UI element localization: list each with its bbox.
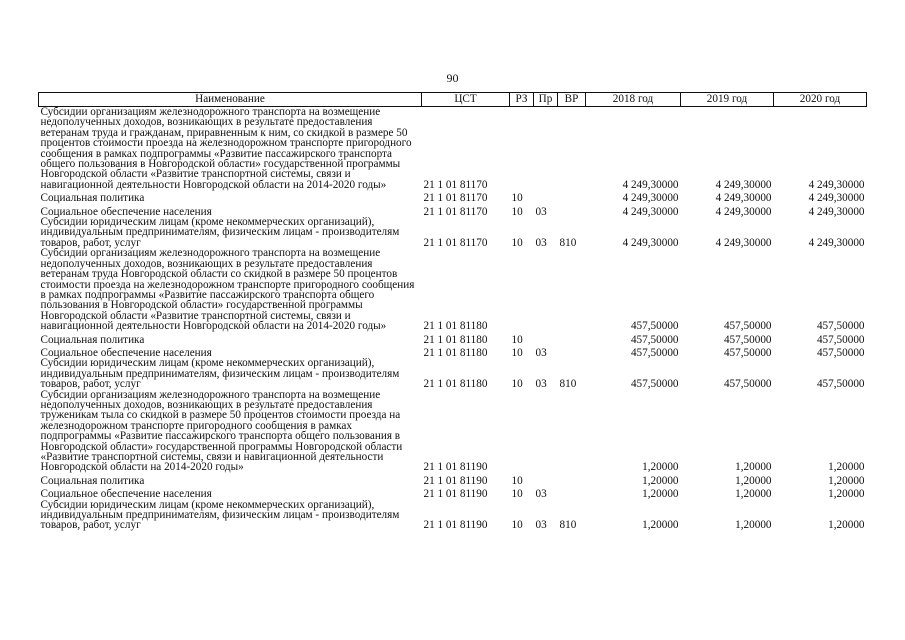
cell-name: Субсидии организациям железнодорожного транспорта на возмещение недополученных доходов, возникающих в результате предоставления ветеранам труда Новгородской области со скидкой в размере 50 процентов стоимости проезда на железнодорожном транспорте пригородного сообщения в рамках подпрограммы «Развитие пассажирского транспорта общего пользования в Новгородской области» государственной программы Новгородской области «Развитие транспортной системы, связи и навигационной деятельности Новгородской области на 2014-2020 годы» xyxy=(40,247,415,333)
cell-2018: 4 249,30000 xyxy=(622,236,679,249)
cell-pr: 03 xyxy=(535,205,547,218)
header-row xyxy=(39,93,867,107)
table-row xyxy=(39,204,867,217)
table-row xyxy=(39,332,867,345)
cell-name: Социальная политика xyxy=(40,333,145,346)
cell-2020: 1,20000 xyxy=(828,461,865,474)
cell-vr xyxy=(558,332,586,345)
header-2018: 2018 год xyxy=(586,93,681,107)
cell-pr: 03 xyxy=(535,346,547,359)
cell-cst: 21 1 01 81180 xyxy=(423,378,488,391)
cell-rz xyxy=(510,107,534,191)
cell-pr xyxy=(534,473,558,486)
cell-vr xyxy=(558,473,586,486)
cell-name: Субсидии юридическим лицам (кроме некоммерческих организаций), индивидуальным предпринимателям, физическим лицам - производителям товаров, работ, услуг xyxy=(40,498,400,532)
cell-cst: 21 1 01 81180 xyxy=(423,333,488,346)
cell-rz: 10 xyxy=(511,205,523,218)
cell-vr: 810 xyxy=(559,236,577,249)
cell-2019: 4 249,30000 xyxy=(715,236,772,249)
cell-2020: 457,50000 xyxy=(816,333,865,346)
cell-pr: 03 xyxy=(535,488,547,501)
table-row xyxy=(39,345,867,358)
header-pr: Пр xyxy=(534,93,558,107)
cell-name: Социальное обеспечение населения xyxy=(40,346,212,359)
header-2020: 2020 год xyxy=(774,93,867,107)
cell-vr xyxy=(558,345,586,358)
cell-name: Социальная политика xyxy=(40,192,145,205)
cell-name: Социальное обеспечение населения xyxy=(40,205,212,218)
cell-2018: 4 249,30000 xyxy=(622,205,679,218)
cell-rz: 10 xyxy=(511,378,523,391)
table-row xyxy=(39,190,867,203)
cell-2018: 1,20000 xyxy=(642,461,679,474)
cell-rz: 10 xyxy=(511,192,523,205)
cell-rz: 10 xyxy=(511,346,523,359)
cell-2019: 457,50000 xyxy=(723,333,772,346)
cell-cst: 21 1 01 81180 xyxy=(423,346,488,359)
cell-2020: 457,50000 xyxy=(816,346,865,359)
cell-pr xyxy=(534,107,558,191)
table-row xyxy=(39,390,867,473)
cell-cst: 21 1 01 81170 xyxy=(423,205,488,218)
cell-cst: 21 1 01 81190 xyxy=(423,519,488,532)
cell-rz: 10 xyxy=(511,488,523,501)
cell-2019: 1,20000 xyxy=(735,519,772,532)
cell-2019: 1,20000 xyxy=(735,474,772,487)
cell-pr xyxy=(534,190,558,203)
cell-vr xyxy=(558,107,586,191)
header-vr: ВР xyxy=(558,93,586,107)
cell-pr: 03 xyxy=(535,519,547,532)
cell-rz: 10 xyxy=(511,333,523,346)
cell-2020: 4 249,30000 xyxy=(808,236,865,249)
cell-pr xyxy=(534,332,558,345)
cell-vr xyxy=(558,248,586,331)
table-row xyxy=(39,107,867,191)
cell-2020: 457,50000 xyxy=(816,320,865,333)
cell-2019: 1,20000 xyxy=(735,461,772,474)
header-rz: РЗ xyxy=(510,93,534,107)
cell-cst: 21 1 01 81190 xyxy=(423,474,488,487)
cell-2019: 1,20000 xyxy=(735,488,772,501)
cell-2019: 4 249,30000 xyxy=(715,192,772,205)
cell-name: Субсидии юридическим лицам (кроме некоммерческих организаций), индивидуальным предпринимателям, физическим лицам - производителям товаров, работ, услуг xyxy=(40,357,400,391)
cell-2020: 1,20000 xyxy=(828,519,865,532)
cell-vr: 810 xyxy=(559,378,577,391)
cell-2020: 1,20000 xyxy=(828,488,865,501)
cell-cst: 21 1 01 81170 xyxy=(423,178,488,191)
table-row xyxy=(39,486,867,499)
cell-2020: 4 249,30000 xyxy=(808,192,865,205)
cell-vr xyxy=(558,204,586,217)
table-body xyxy=(39,107,867,531)
header-cst: ЦСТ xyxy=(422,93,510,107)
cell-vr: 810 xyxy=(559,519,577,532)
cell-2020: 1,20000 xyxy=(828,474,865,487)
cell-rz xyxy=(510,390,534,473)
cell-rz: 10 xyxy=(511,474,523,487)
cell-2018: 4 249,30000 xyxy=(622,178,679,191)
cell-rz: 10 xyxy=(511,236,523,249)
cell-pr xyxy=(534,390,558,473)
cell-2018: 1,20000 xyxy=(642,519,679,532)
cell-pr xyxy=(534,248,558,331)
cell-2019: 457,50000 xyxy=(723,346,772,359)
cell-cst: 21 1 01 81170 xyxy=(423,192,488,205)
cell-2018: 4 249,30000 xyxy=(622,192,679,205)
table-header xyxy=(39,93,867,107)
cell-rz xyxy=(510,248,534,331)
cell-2018: 457,50000 xyxy=(630,333,679,346)
cell-cst: 21 1 01 81190 xyxy=(423,488,488,501)
cell-2019: 4 249,30000 xyxy=(715,205,772,218)
cell-name: Субсидии юридическим лицам (кроме некоммерческих организаций), индивидуальным предпринимателям, физическим лицам - производителям товаров, работ, услуг xyxy=(40,216,400,249)
cell-2020: 457,50000 xyxy=(816,378,865,391)
cell-name: Социальная политика xyxy=(40,474,145,487)
cell-vr xyxy=(558,190,586,203)
cell-2019: 457,50000 xyxy=(723,378,772,391)
cell-2018: 1,20000 xyxy=(642,474,679,487)
cell-name: Субсидии организациям железнодорожного транспорта на возмещение недополученных доходов, возникающих в результате предоставления труженикам тыла со скидкой в размере 50 процентов стоимости проезда на железнодорожном транспорте пригородного сообщения в рамках подпрограммы «Развитие пассажирского транспорта общего пользования в Новгородской области» государственной программы Новгородской области «Развитие транспортной системы, связи и навигационной деятельности Новгородской области на 2014-2020 годы» xyxy=(40,388,403,474)
cell-vr xyxy=(558,486,586,499)
cell-2018: 457,50000 xyxy=(630,378,679,391)
table-row xyxy=(39,500,867,531)
cell-2019: 457,50000 xyxy=(723,320,772,333)
table-row xyxy=(39,217,867,248)
cell-cst: 21 1 01 81190 xyxy=(423,461,488,474)
cell-cst: 21 1 01 81180 xyxy=(423,320,488,333)
cell-pr: 03 xyxy=(535,236,547,249)
cell-name: Субсидии организациям железнодорожного транспорта на возмещение недополученных доходов, возникающих в результате предоставления ветеранам труда и гражданам, приравненным к ним, со скидкой в размере 50 процентов стоимости проезда на железнодорожном транспорте пригородного сообщения в рамках подпрограммы «Развитие пассажирского транспорта общего пользования в Новгородской области» государственной программы Новгородской области «Развитие транспортной системы, связи и навигационной деятельности Новгородской области на 2014-2020 годы» xyxy=(40,106,412,191)
cell-2020: 4 249,30000 xyxy=(808,178,865,191)
cell-cst: 21 1 01 81170 xyxy=(423,236,488,249)
cell-2018: 457,50000 xyxy=(630,320,679,333)
budget-table xyxy=(38,92,867,531)
cell-2018: 457,50000 xyxy=(630,346,679,359)
cell-pr: 03 xyxy=(535,378,547,391)
table-row xyxy=(39,358,867,389)
header-2019: 2019 год xyxy=(681,93,774,107)
header-name: Наименование xyxy=(39,93,422,107)
cell-vr xyxy=(558,390,586,473)
cell-name: Социальное обеспечение населения xyxy=(40,488,212,501)
cell-rz: 10 xyxy=(511,519,523,532)
cell-2018: 1,20000 xyxy=(642,488,679,501)
page-number: 90 xyxy=(446,71,459,85)
cell-2020: 4 249,30000 xyxy=(808,205,865,218)
table-row xyxy=(39,248,867,331)
table-row xyxy=(39,473,867,486)
cell-2019: 4 249,30000 xyxy=(715,178,772,191)
